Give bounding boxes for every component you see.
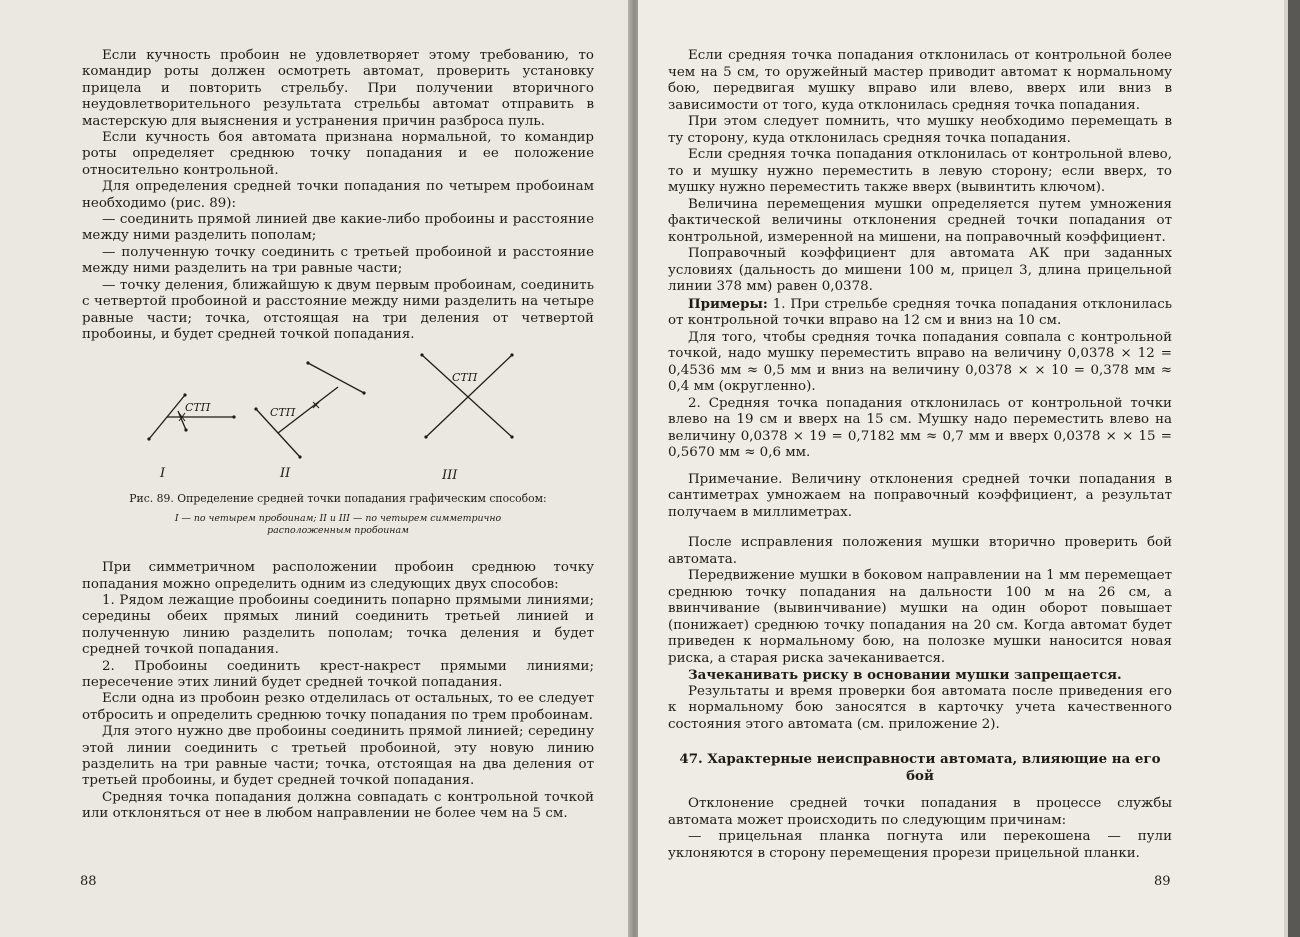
page-number: 88 <box>80 874 97 889</box>
paragraph: — прицельная планка погнута или перекошена — пули уклоняются в сторону перемещения прорези прицельной планки. <box>668 829 1172 861</box>
page-edge-dark <box>1288 0 1300 937</box>
paragraph: Поправочный коэффициент для автомата АК при заданных условиях (дальность до мишени 100 м, прицел 3, длина прицельной линии 378 мм) равен 0,0378. <box>668 246 1172 294</box>
page-left <box>0 0 634 937</box>
example-text: 1. При стрельбе средняя точка попадания отклонилась от контрольной точки вправо на 12 см и вниз на 10 см. <box>668 296 1172 328</box>
roman-3: III <box>442 468 458 484</box>
paragraph: Для того, чтобы средняя точка попадания совпала с контрольной точкой, надо мушку переместить вправо на величину 0,0378 × 12 = 0,4536 мм ≈ 0,5 мм и вниз на величину 0,0378 × × 10 = 0,378 мм ≈ 0,4 мм (округленно). <box>668 329 1172 394</box>
figure-caption: Рис. 89. Определение средней точки попадания графическим способом: <box>129 492 547 506</box>
paragraph: 2. Пробоины соединить крест-накрест прямыми линиями; пересечение этих линий будет средней точкой попадания. <box>82 658 594 690</box>
paragraph: — полученную точку соединить с третьей пробоиной и расстояние между ними разделить на три равные части; <box>82 244 594 277</box>
warning-text: Зачеканивать риску в основании мушки запрещается. <box>688 667 1122 683</box>
paragraph: При этом следует помнить, что мушку необходимо перемещать в ту сторону, куда отклонилась средняя точка попадания. <box>668 114 1172 146</box>
paragraph: Если кучность пробоин не удовлетворяет этому требованию, то командир роты должен осмотреть автомат, проверить установку прицела и повторить стрельбу. При получении вторичного неудовлетворительного результата стрельбы автомат отправить в мастерскую для выяснения и устранения причин разброса пуль. <box>82 48 594 129</box>
paragraph: Величина перемещения мушки определяется путем умножения фактической величины отклонения средней точки попадания от контрольной, измеренной на мишени, на поправочный коэффициент. <box>668 196 1172 245</box>
paragraph: После исправления положения мушки вторично проверить бой автомата. <box>668 535 1172 567</box>
paragraph: — точку деления, ближайшую к двум первым пробоинам, соединить с четвертой пробоиной и расстояние между ними разделить на четыре равные части; точка, отстоящая на три деления от четвертой пробоины, и будет средней точкой попадания. <box>82 277 594 342</box>
paragraph: Передвижение мушки в боковом направлении на 1 мм перемещает среднюю точку попадания на дальности 100 м на 26 см, а ввинчивание (вывинчивание) мушки на один оборот повышает (понижает) среднюю точку попадания на 20 см. Когда автомат будет приведен к нормальному бою, на полозке мушки наносится новая риска, а старая риска зачеканивается. <box>668 568 1172 666</box>
section-heading: 47. Характерные неисправности автомата, влияющие на его бой <box>679 751 1161 784</box>
roman-1: I <box>160 466 166 482</box>
paragraph: 2. Средняя точка попадания отклонилась от контрольной точки влево на 19 см и вверх на 15 см. Мушку надо переместить влево на величину 0,0378 × 19 = 0,7182 мм ≈ 0,7 мм и вверх 0,0378 × × 15 = 0,5670 мм ≈ 0,6 мм. <box>668 395 1172 460</box>
paragraph: 1. Рядом лежащие пробоины соединить попарно прямыми линиями; середины обеих прямых линий соединить третьей линией и полученную линию разделить пополам; точка деления и будет средней точкой попадания. <box>82 592 594 658</box>
paragraph: Если средняя точка попадания отклонилась от контрольной влево, то и мушку нужно переместить в левую сторону; если вверх, то мушку нужно переместить также вверх (вывинтить ключом). <box>668 147 1172 195</box>
page-right <box>638 0 1290 937</box>
paragraph: — соединить прямой линией две какие-либо пробоины и расстояние между ними разделить пополам; <box>82 212 594 244</box>
stp-label-2: СТП <box>270 406 296 420</box>
examples-label: Примеры: <box>688 295 768 312</box>
page-number: 89 <box>1154 874 1171 889</box>
figure-89 <box>82 351 594 486</box>
paragraph: Если средняя точка попадания отклонилась от контрольной более чем на 5 см, то оружейный мастер приводит автомат к нормальному бою, передвигая мушку вправо или влево, вверх или вниз в зависимости от того, куда отклонилась средняя точка попадания. <box>668 48 1172 113</box>
figure-subcaption: I — по четырем пробоинам; II и III — по четырем симметрично расположенным пробоинам <box>174 513 502 536</box>
paragraph: Для определения средней точки попадания по четырем пробоинам необходимо (рис. 89): <box>82 179 594 211</box>
stp-label-3: СТП <box>452 371 478 385</box>
roman-2: II <box>280 466 291 482</box>
example-paragraph <box>668 296 1172 330</box>
paragraph: Отклонение средней точки попадания в процессе службы автомата может происходить по следующим причинам: <box>668 796 1172 828</box>
paragraph: Результаты и время проверки боя автомата после приведения его к нормальному бою заносятся в карточку учета качественного состояния этого автомата (см. приложение 2). <box>668 683 1172 732</box>
stp-label-1: СТП <box>185 401 211 415</box>
paragraph: Средняя точка попадания должна совпадать с контрольной точкой или отклоняться от нее в любом направлении не более чем на 5 см. <box>82 789 594 822</box>
stp-diagrams <box>82 351 594 486</box>
paragraph: Для этого нужно две пробоины соединить прямой линией; середину этой линии соединить с третьей пробоиной, эту новую линию разделить на три равные части; точка, отстоящая на два деления от третьей пробоины, и будет средней точкой попадания. <box>82 724 594 789</box>
note: Примечание. Величину отклонения средней точки попадания в сантиметрах умножаем на поправочный коэффициент, а результат получаем в миллиметрах. <box>668 471 1172 520</box>
paragraph: Если кучность боя автомата признана нормальной, то командир роты определяет среднюю точку попадания и ее положение относительно контрольной. <box>82 130 594 178</box>
paragraph: Если одна из пробоин резко отделилась от остальных, то ее следует отбросить и определить среднюю точку попадания по трем пробоинам. <box>82 691 594 723</box>
paragraph: При симметричном расположении пробоин среднюю точку попадания можно определить одним из следующих двух способов: <box>82 560 594 592</box>
